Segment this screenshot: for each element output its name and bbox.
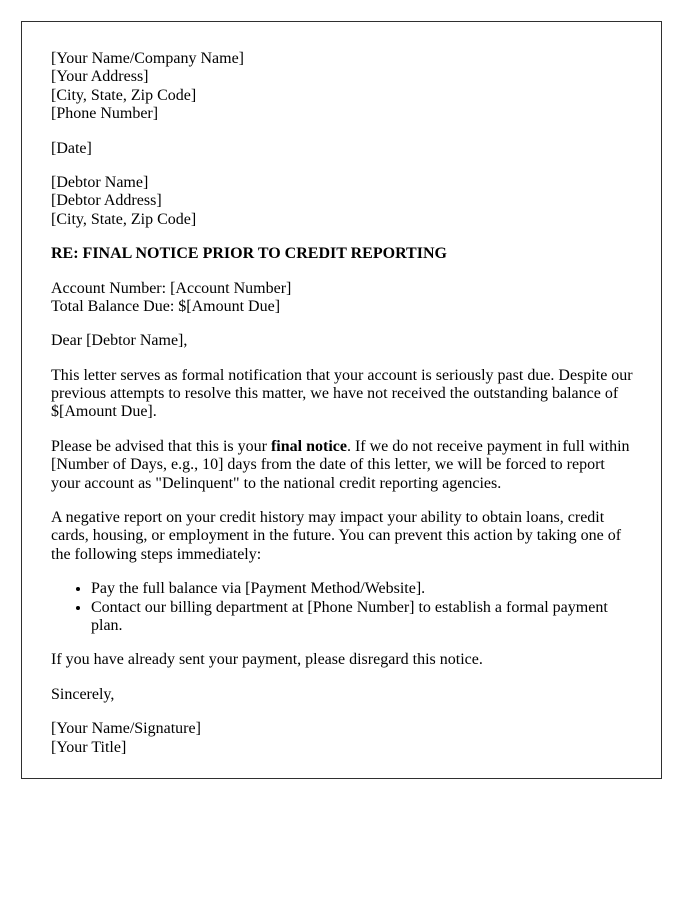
- paragraph-credit-impact: A negative report on your credit history may impact your ability to obtain loans, credit cards, housing, or employment in the future. You can prevent this action by taking one of the following steps immediately:: [51, 509, 622, 563]
- account-number-line: Account Number: [Account Number]: [51, 279, 292, 297]
- sender-address-block: [51, 50, 637, 124]
- final-notice-text-before: Please be advised that this is your: [51, 437, 271, 455]
- list-item-pay-full-balance: • Pay the full balance via [Payment Method/Website].: [91, 580, 637, 598]
- letter-document: [21, 21, 662, 779]
- subject-line: RE: FINAL NOTICE PRIOR TO CREDIT REPORTING: [51, 245, 447, 263]
- recipient-address-block: [51, 174, 637, 229]
- final-notice-text-after: . If we do not receive payment in full within [Number of Days, e.g., 10] days from the date of this letter, we will be forced to report your account as "Delinquent" to the national credit reporting agencies.: [51, 437, 630, 492]
- total-balance-due-line: Total Balance Due: $[Amount Due]: [51, 297, 281, 315]
- paragraph-final-notice: [51, 438, 637, 493]
- paragraph-disregard-notice: If you have already sent your payment, please disregard this notice.: [51, 651, 483, 669]
- signature-name-line: [Your Name/Signature]: [51, 720, 201, 738]
- final-notice-bold-phrase: final notice: [270, 437, 347, 455]
- debtor-name-line: [Debtor Name]: [51, 173, 149, 191]
- list-item-contact-billing: • Contact our billing department at [Phone Number] to establish a formal payment plan.: [91, 599, 637, 636]
- signature-title-line: [Your Title]: [51, 738, 127, 756]
- paragraph-past-due-notification: This letter serves as formal notification that your account is seriously past due. Despite our previous attempts to resolve this matter, we have not received the outstanding balance of $[Amount Due].: [51, 366, 633, 421]
- closing: Sincerely,: [51, 685, 115, 703]
- sender-name-line: [Your Name/Company Name]: [51, 50, 245, 67]
- debtor-city-state-zip-line: [City, State, Zip Code]: [51, 210, 197, 228]
- payment-options-list: [51, 580, 637, 635]
- sender-city-state-zip-line: [City, State, Zip Code]: [51, 86, 197, 104]
- sender-address-line: [Your Address]: [51, 68, 149, 86]
- signature-block: [51, 720, 637, 757]
- debtor-address-line: [Debtor Address]: [51, 192, 162, 210]
- salutation: Dear [Debtor Name],: [51, 332, 188, 350]
- account-details-block: [51, 280, 637, 317]
- date-line: [Date]: [51, 139, 92, 157]
- sender-phone-line: [Phone Number]: [51, 105, 159, 123]
